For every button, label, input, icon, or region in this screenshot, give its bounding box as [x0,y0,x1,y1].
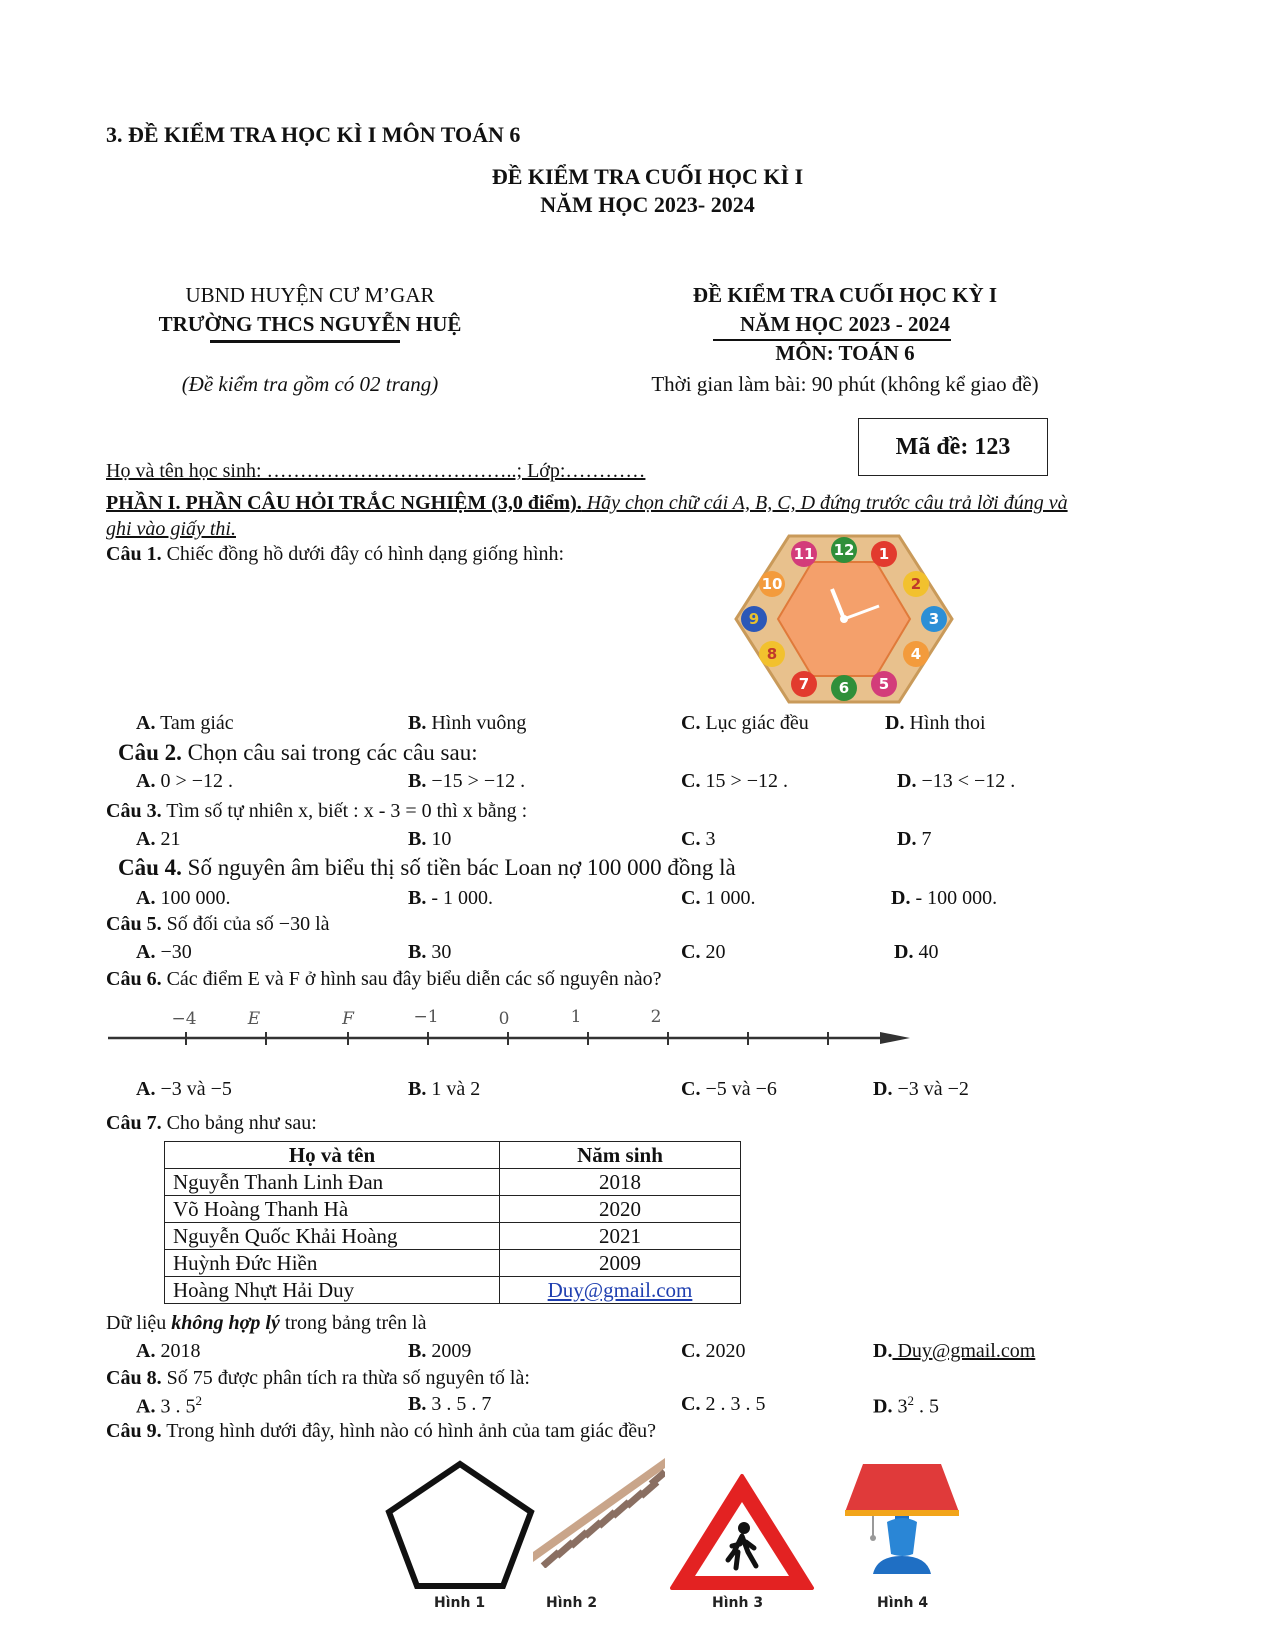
part1-title: PHẦN I. PHẦN CÂU HỎI TRẮC NGHIỆM (3,0 điểm). [106,492,582,514]
number-line-label: −1 [413,1007,439,1027]
q3-option-c[interactable]: C. 3 [681,828,716,850]
q7-followup: Dữ liệu không hợp lý trong bảng trên là [106,1312,427,1334]
q8-option-c[interactable]: C. 2 . 3 . 5 [681,1393,766,1415]
q7-option-b[interactable]: B. 2009 [408,1340,472,1362]
email-link[interactable]: Duy@gmail.com [500,1277,741,1304]
q6-option-c[interactable]: C. −5 và −6 [681,1078,777,1100]
section-heading: 3. ĐỀ KIỂM TRA HỌC KÌ I MÔN TOÁN 6 [106,122,521,147]
question-label: Câu 1. [106,543,162,565]
table-header: Năm sinh [500,1142,741,1169]
question-6: Câu 6. Các điểm E và F ở hình sau đây biểu diễn các số nguyên nào? [106,968,662,990]
q2-option-d[interactable]: D. −13 < −12 . [897,770,1016,792]
q1-option-d[interactable]: D. Hình thoi [885,712,986,734]
question-text: Chiếc đồng hồ dưới đây có hình dạng giống hình: [161,543,565,565]
table-cell: 2009 [500,1250,741,1277]
q4-option-c[interactable]: C. 1 000. [681,887,756,909]
table-row [165,1250,741,1277]
q6-option-d[interactable]: D. −3 và −2 [873,1078,969,1100]
q1-option-b[interactable]: B. Hình vuông [408,712,527,734]
clock-number: 11 [793,545,815,563]
part1-heading [106,492,1068,515]
hexagon-clock-image [734,534,954,704]
table-cell: Võ Hoàng Thanh Hà [165,1196,500,1223]
table-row [165,1196,741,1223]
question-2: Câu 2. Chọn câu sai trong các câu sau: [118,740,478,765]
number-line-label: 0 [498,1009,510,1029]
table-cell: Huỳnh Đức Hiền [165,1250,500,1277]
exam-code: Mã đề: 123 [895,433,1011,460]
q5-option-b[interactable]: B. 30 [408,941,452,963]
q5-option-d[interactable]: D. 40 [894,941,939,963]
clock-number: 4 [910,645,922,663]
school-underline [210,340,400,343]
figure-label: Hình 4 [877,1595,929,1611]
q8-option-b[interactable]: B. 3 . 5 . 7 [408,1393,492,1415]
clock-number: 1 [878,545,890,563]
figure-label: Hình 2 [546,1595,598,1611]
question-1 [106,543,564,566]
q5-option-c[interactable]: C. 20 [681,941,726,963]
table-cell: Nguyễn Thanh Linh Đan [165,1169,500,1196]
time-allowed: Thời gian làm bài: 90 phút (không kể giao đề) [651,372,1039,396]
question-4: Câu 4. Số nguyên âm biểu thị số tiền bác Loan nợ 100 000 đồng là [118,855,736,880]
page-count-note: (Đề kiểm tra gồm có 02 trang) [181,372,439,396]
question-8: Câu 8. Số 75 được phân tích ra thừa số nguyên tố là: [106,1367,530,1389]
q6-option-a[interactable]: A. −3 và −5 [136,1078,232,1100]
school-year: NĂM HỌC 2023 - 2024 [740,312,950,336]
q8-option-a[interactable]: A. 3 . $5^2$ [136,1393,202,1418]
number-line-label: −4 [171,1009,197,1029]
clock-number: 6 [838,679,850,697]
q4-option-a[interactable]: A. 100 000. [136,887,231,909]
clock-number: 12 [833,541,855,559]
clock-number: 2 [910,575,922,593]
table-cell: 2020 [500,1196,741,1223]
number-line-label: E [247,1009,261,1029]
number-line-label: 2 [650,1007,662,1027]
q1-option-a[interactable]: A. Tam giác [136,712,234,734]
table-header: Họ và tên [165,1142,500,1169]
figure-label: Hình 3 [712,1595,764,1611]
exam-code-box [858,418,1048,476]
part1-instruction: Hãy chọn chữ cái A, B, C, D đứng trước câu trả lời đúng và [581,492,1068,514]
question-9: Câu 9. Trong hình dưới đây, hình nào có hình ảnh của tam giác đều? [106,1420,657,1442]
table-row [165,1223,741,1250]
warning-triangle-figure [668,1472,816,1592]
q5-option-a[interactable]: A. −30 [136,941,192,963]
q1-option-c[interactable]: C. Lục giác đều [681,712,809,734]
q2-option-c[interactable]: C. 15 > −12 . [681,770,789,792]
staircase-figure [533,1458,665,1568]
table-cell: 2018 [500,1169,741,1196]
clock-number: 8 [766,645,778,663]
org-name: UBND HUYỆN CƯ M’GAR [185,283,435,307]
q4-option-b[interactable]: B. - 1 000. [408,887,494,909]
pedestrian-icon [738,1522,750,1534]
clock-number: 9 [748,610,760,628]
lamp-figure [843,1462,961,1590]
q7-option-d[interactable]: D. Duy@gmail.com [873,1340,1036,1362]
q2-option-b[interactable]: B. −15 > −12 . [408,770,526,792]
exam-name: ĐỀ KIỂM TRA CUỐI HỌC KỲ I [692,283,998,307]
q6-option-b[interactable]: B. 1 và 2 [408,1078,481,1100]
table-cell: Hoàng Nhựt Hải Duy [165,1277,500,1304]
number-line-label: 1 [570,1007,582,1027]
number-line [104,1000,914,1060]
school-name: TRƯỜNG THCS NGUYỄN HUỆ [158,312,462,336]
part1-instruction-2: ghi vào giấy thi. [106,518,236,540]
table-cell: Nguyễn Quốc Khải Hoàng [165,1223,500,1250]
clock-number: 5 [878,675,890,693]
q2-option-a[interactable]: A. 0 > −12 . [136,770,234,792]
q3-option-b[interactable]: B. 10 [408,828,452,850]
pentagon-figure [385,1460,535,1590]
table-cell: 2021 [500,1223,741,1250]
table-row [165,1169,741,1196]
table-row [165,1277,741,1304]
student-info-line: Họ và tên học sinh: ………………………………..; Lớp:………… [106,460,646,482]
q8-option-d[interactable]: D. $3^2$ . 5 [873,1393,939,1418]
question-7: Câu 7. Cho bảng như sau: [106,1112,317,1134]
table-header-row [165,1142,741,1169]
exam-year-title: NĂM HỌC 2023- 2024 [540,192,755,217]
q3-option-d[interactable]: D. 7 [897,828,932,850]
clock-number: 3 [928,610,940,628]
subject: MÔN: TOÁN 6 [775,341,915,365]
birth-year-table [164,1141,741,1304]
figure-label: Hình 1 [434,1595,486,1611]
q3-option-a[interactable]: A. 21 [136,828,181,850]
number-line-label: F [342,1009,354,1029]
question-5: Câu 5. Số đối của số −30 là [106,913,330,935]
q7-option-c[interactable]: C. 2020 [681,1340,746,1362]
question-3: Câu 3. Tìm số tự nhiên x, biết : x - 3 = 0 thì x bằng : [106,800,528,822]
q4-option-d[interactable]: D. - 100 000. [891,887,998,909]
q7-option-a[interactable]: A. 2018 [136,1340,201,1362]
exam-title: ĐỀ KIỂM TRA CUỐI HỌC KÌ I [491,164,804,189]
clock-number: 10 [761,575,783,593]
clock-number: 7 [798,675,810,693]
